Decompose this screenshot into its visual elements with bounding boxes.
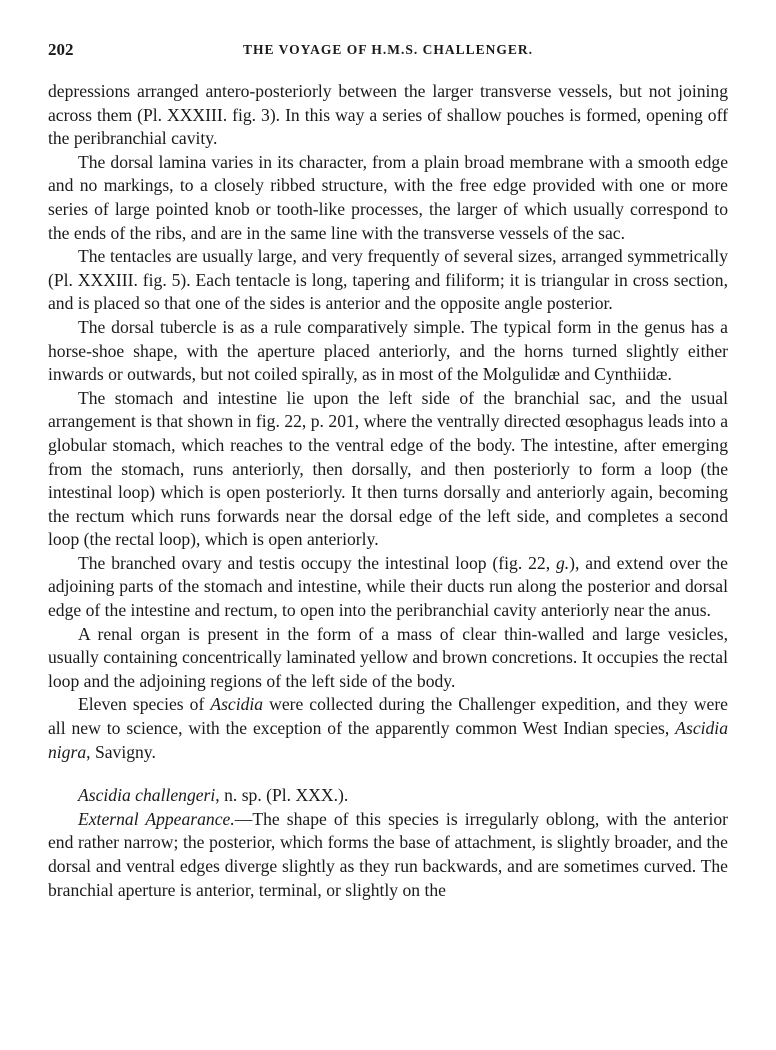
ovary-text-b: ), and extend over the adjoining parts of the stomach and intestine, while their ducts run along the posterior and dorsal edge of the intestine and rectum, to open into the peribranchial cavity anteriorly near the anus.: [48, 552, 728, 621]
page-header: [48, 40, 728, 64]
paragraph-dorsal-tubercle: The dorsal tubercle is as a rule comparatively simple. The typical form in the genus has a horse-shoe shape, with the aperture placed anteriorly, and the horns turned slightly either inwards or outwards, but not coiled spirally, as in most of the Molgulidæ and Cynthiidæ.: [48, 316, 728, 385]
species-heading-suffix: , n. sp. (Pl. XXX.).: [215, 785, 349, 806]
species-name-nigra: Ascidia nigra: [48, 718, 728, 762]
species-text-b: were collected during the Challenger expedition, and they were all new to science, with the exception of the apparently common West Indian species,: [48, 694, 728, 739]
paragraph-dorsal-lamina: The dorsal lamina varies in its character, from a plain broad membrane with a smooth edge and no markings, to a closely ribbed structure, with the free edge provided with one or more series of large pointed knob or tooth-like processes, the larger of which usually correspond to the ends of the ribs, and are in the same line with the transverse vessels of the sac.: [48, 151, 728, 243]
paragraph-pouches: depressions arranged antero-posteriorly between the larger transverse vessels, but not joining across them (Pl. XXXIII. fig. 3). In this way a series of shallow pouches is formed, opening off the peribranchial cavity.: [48, 81, 728, 149]
paragraph-species-count: [48, 693, 728, 764]
species-heading-name: Ascidia challengeri: [78, 785, 216, 806]
ovary-figure-ref: g.: [555, 552, 570, 573]
paragraph-renal-organ: A renal organ is present in the form of a mass of clear thin-walled and large vesicles, usually containing concentrically laminated yellow and brown concretions. It occupies the rectal loop and the adjoining regions of the left side of the body.: [48, 623, 728, 691]
species-text-a: Eleven species of: [78, 694, 211, 715]
paragraph-external-appearance: [48, 808, 728, 902]
species-text-c: , Savigny.: [86, 741, 156, 762]
paragraph-stomach-intestine: The stomach and intestine lie upon the left side of the branchial sac, and the usual arrangement is that shown in fig. 22, p. 201, where the ventrally directed œsophagus leads into a globular stomach, which reaches to the ventral edge of the body. The intestine, after emerging from the stomach, runs anteriorly, then dorsally, and then posteriorly to form a loop (the intestinal loop) which is open posteriorly. It then turns dorsally and anteriorly again, becoming the rectum which runs forwards near the dorsal edge of the left side, and completes a second loop (the rectal loop), which is open anteriorly.: [48, 387, 728, 550]
ovary-text-a: The branched ovary and testis occupy the intestinal loop (fig. 22,: [78, 552, 556, 573]
document-page: [48, 40, 728, 902]
paragraph-ovary-testis: [48, 552, 728, 623]
external-appearance-label: External Appearance.: [78, 808, 235, 829]
page-number: 202: [48, 40, 74, 59]
species-heading: [48, 784, 728, 808]
paragraph-tentacles: The tentacles are usually large, and very frequently of several sizes, arranged symmetrically (Pl. XXXIII. fig. 5). Each tentacle is long, tapering and filiform; it is triangular in cross section, and is placed so that one of the sides is anterior and the opposite angle posterior.: [48, 246, 728, 314]
external-appearance-text: —The shape of this species is irregularly oblong, with the anterior end rather narrow; the posterior, which forms the base of attachment, is slightly broader, and the dorsal and ventral edges diverge slightly as they run backwards, and are sometimes curved. The branchial aperture is anterior, terminal, or slightly on the: [48, 808, 728, 900]
running-title: THE VOYAGE OF H.M.S. CHALLENGER.: [242, 42, 534, 57]
genus-name: Ascidia: [210, 694, 264, 715]
